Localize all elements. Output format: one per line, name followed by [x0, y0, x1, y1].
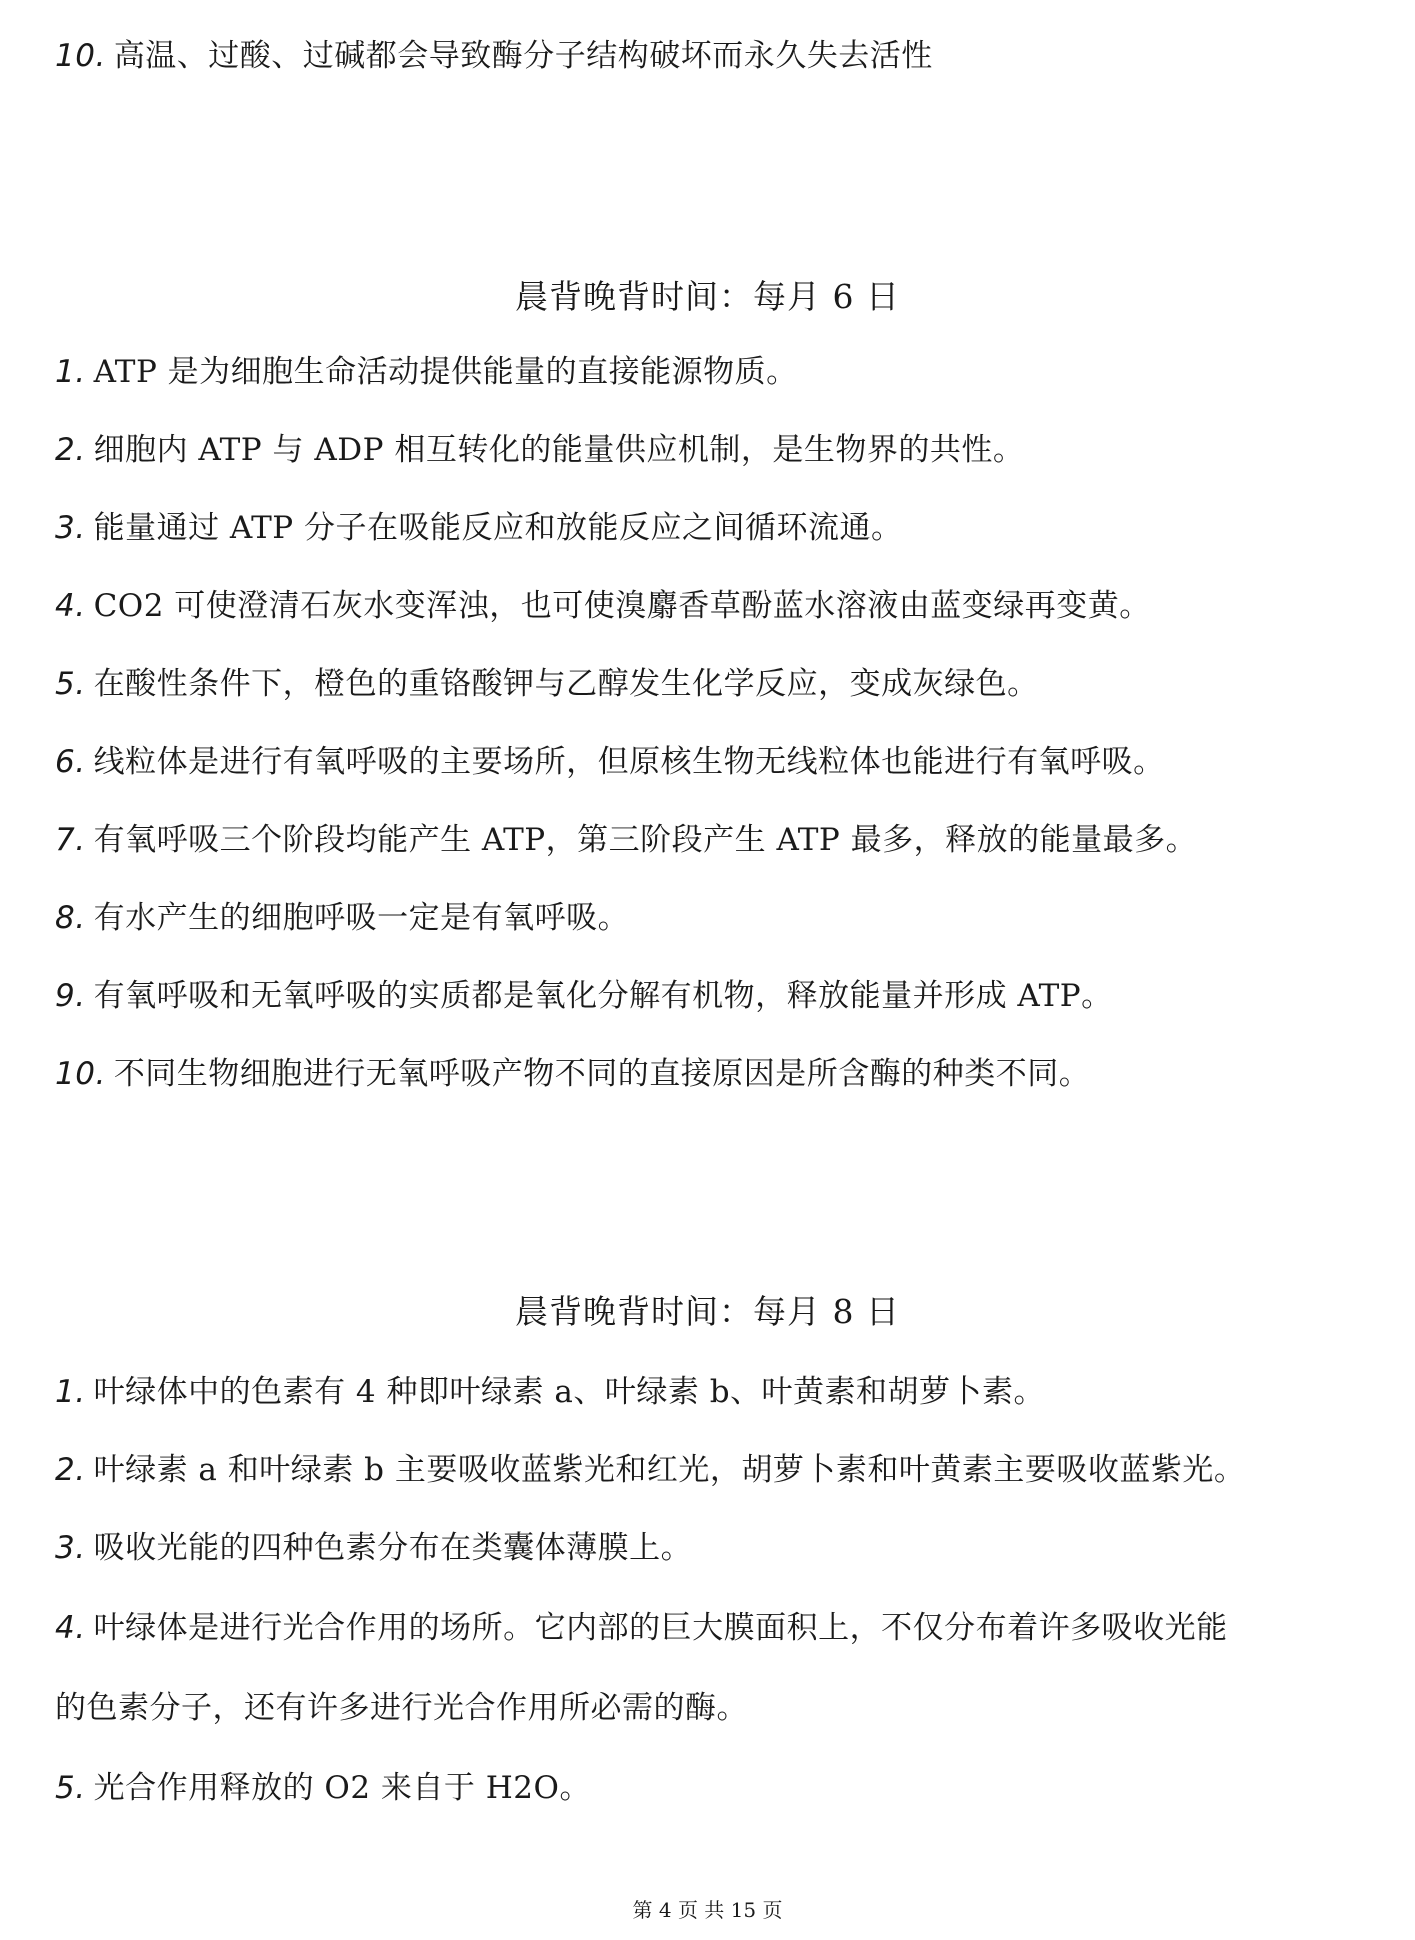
item-number: 2. [55, 1452, 86, 1488]
list-item [55, 428, 1395, 472]
item-text: 有水产生的细胞呼吸一定是有氧呼吸。 [93, 900, 630, 936]
page-footer: 第 4 页 共 15 页 [632, 1898, 783, 1922]
list-item [55, 818, 1395, 862]
item-number: 4. [55, 588, 86, 624]
item-text: 高温、过酸、过碱都会导致酶分子结构破坏而永久失去活性 [113, 38, 933, 74]
list-item [55, 896, 1395, 940]
item-number: 3. [55, 510, 86, 546]
list-item [55, 34, 1395, 78]
item-number: 1. [55, 354, 86, 390]
section-heading: 晨背晚背时间：每月 6 日 [515, 277, 900, 316]
item-text: 有氧呼吸和无氧呼吸的实质都是氧化分解有机物，释放能量并形成 ATP。 [93, 978, 1113, 1014]
list-item [55, 662, 1395, 706]
item-text: 叶绿体是进行光合作用的场所。它内部的巨大膜面积上，不仅分布着许多吸收光能 [93, 1610, 1228, 1646]
item-number: 5. [55, 666, 86, 702]
item-text: 吸收光能的四种色素分布在类囊体薄膜上。 [93, 1530, 693, 1566]
list-item [55, 506, 1395, 550]
item-number: 10. [55, 38, 106, 74]
item-number: 7. [55, 822, 86, 858]
list-item [55, 1448, 1395, 1492]
list-item-continuation [55, 1686, 1395, 1730]
item-text: 叶绿体中的色素有 4 种即叶绿素 a、叶绿素 b、叶黄素和胡萝卜素。 [93, 1374, 1046, 1410]
list-item [55, 1766, 1395, 1810]
list-item [55, 740, 1395, 784]
item-text: 不同生物细胞进行无氧呼吸产物不同的直接原因是所含酶的种类不同。 [113, 1056, 1091, 1092]
list-item [55, 1370, 1395, 1414]
list-item [55, 1052, 1395, 1096]
section-heading: 晨背晚背时间：每月 8 日 [515, 1292, 900, 1331]
item-number: 2. [55, 432, 86, 468]
list-item [55, 1606, 1395, 1650]
item-text: 细胞内 ATP 与 ADP 相互转化的能量供应机制，是生物界的共性。 [93, 432, 1025, 468]
list-item [55, 584, 1395, 628]
item-number: 1. [55, 1374, 86, 1410]
item-text: 线粒体是进行有氧呼吸的主要场所，但原核生物无线粒体也能进行有氧呼吸。 [93, 744, 1165, 780]
item-text: 能量通过 ATP 分子在吸能反应和放能反应之间循环流通。 [93, 510, 903, 546]
item-text: 有氧呼吸三个阶段均能产生 ATP，第三阶段产生 ATP 最多，释放的能量最多。 [93, 822, 1198, 858]
item-number: 3. [55, 1530, 86, 1566]
item-number: 10. [55, 1056, 106, 1092]
list-item [55, 1526, 1395, 1570]
item-number: 5. [55, 1770, 86, 1806]
item-number: 8. [55, 900, 86, 936]
list-item [55, 350, 1395, 394]
item-number: 6. [55, 744, 86, 780]
item-text: 的色素分子，还有许多进行光合作用所必需的酶。 [55, 1690, 748, 1726]
item-number: 4. [55, 1610, 86, 1646]
item-text: ATP 是为细胞生命活动提供能量的直接能源物质。 [93, 354, 798, 390]
list-item [55, 974, 1395, 1018]
item-number: 9. [55, 978, 86, 1014]
item-text: 在酸性条件下，橙色的重铬酸钾与乙醇发生化学反应，变成灰绿色。 [93, 666, 1039, 702]
item-text: CO2 可使澄清石灰水变浑浊，也可使溴麝香草酚蓝水溶液由蓝变绿再变黄。 [93, 588, 1151, 624]
item-text: 叶绿素 a 和叶绿素 b 主要吸收蓝紫光和红光，胡萝卜素和叶黄素主要吸收蓝紫光。 [93, 1452, 1246, 1488]
item-text: 光合作用释放的 O2 来自于 H2O。 [93, 1770, 591, 1806]
